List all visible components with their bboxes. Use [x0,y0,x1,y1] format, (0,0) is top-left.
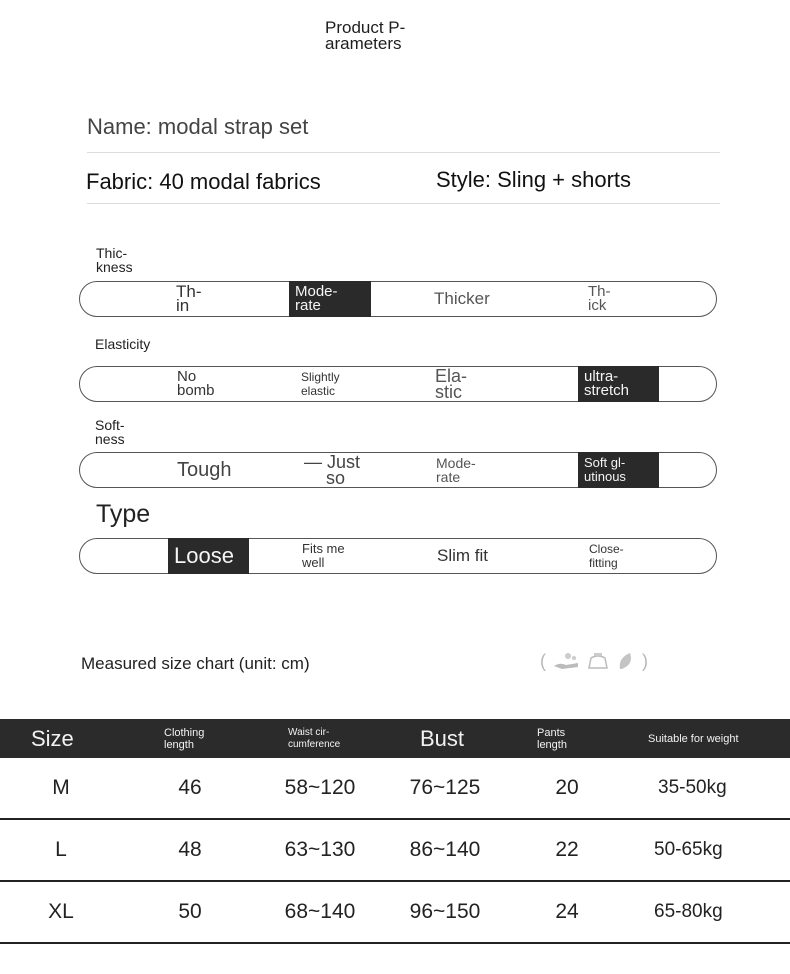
thickness-option-thick[interactable]: Th- ick [588,283,611,314]
softness-option-just-so[interactable]: — Just so [304,452,361,488]
softness-option-soft-glutinous[interactable]: Soft gl- utinous [578,452,659,488]
product-fabric: Fabric: 40 modal fabrics [86,169,321,194]
cell-size: M [0,758,122,819]
title-line-1: Product P- [325,18,406,37]
divider [87,203,720,204]
paren-open: ( [540,650,546,671]
product-name: Name: modal strap set [87,114,309,139]
cell-size: XL [0,881,122,943]
elasticity-option-elastic[interactable]: Ela- stic [435,366,468,402]
thickness-scale [79,281,717,317]
cell-pants-length: 24 [508,881,626,943]
cell-waist: 58~120 [258,758,382,819]
cell-clothing-length: 46 [122,758,258,819]
type-option-fits-me-well[interactable]: Fits me well [302,541,345,570]
softness-scale [79,452,717,488]
col-pants-length: Pants length [508,719,626,758]
size-table-header [0,719,790,758]
table-row [0,819,790,881]
softness-option-moderate[interactable]: Mode- rate [436,455,476,485]
table-row [0,758,790,819]
iron-icon [586,650,610,672]
product-style: Style: Sling + shorts [436,167,632,192]
softness-option-tough[interactable]: Tough [177,459,232,481]
elasticity-option-no-bomb[interactable]: No bomb [177,368,215,399]
elasticity-option-slightly-elastic[interactable]: Slightly elastic [301,370,340,398]
cell-waist: 68~140 [258,881,382,943]
cell-bust: 76~125 [382,758,508,819]
page-title [325,20,435,52]
type-label: Type [96,500,151,528]
cell-clothing-length: 48 [122,819,258,881]
leaf-icon [616,650,636,672]
softness-label: Soft- ness [95,417,125,447]
elasticity-scale [79,366,717,402]
col-clothing-length: Clothing length [122,719,258,758]
cell-bust: 96~150 [382,881,508,943]
cell-waist: 63~130 [258,819,382,881]
elasticity-option-ultra-stretch[interactable]: ultra- stretch [578,366,659,402]
cell-pants-length: 22 [508,819,626,881]
thickness-option-moderate[interactable]: Mode- rate [289,281,371,317]
col-weight: Suitable for weight [626,719,790,758]
paren-close: ) [642,650,648,671]
cell-bust: 86~140 [382,819,508,881]
cell-clothing-length: 50 [122,881,258,943]
col-size: Size [0,719,122,758]
cell-weight: 50-65kg [626,819,790,881]
size-table [0,719,790,944]
thickness-label: Thic- kness [96,245,133,275]
type-scale [79,538,717,574]
col-waist: Waist cir- cumference [258,719,382,758]
cell-size: L [0,819,122,881]
table-row [0,881,790,943]
care-icons [540,650,648,672]
cell-pants-length: 20 [508,758,626,819]
title-line-2: arameters [325,34,402,53]
size-chart-title: Measured size chart (unit: cm) [81,654,310,673]
type-option-close-fitting[interactable]: Close- fitting [589,542,624,570]
wash-hand-icon [552,650,580,672]
type-option-slim-fit[interactable]: Slim fit [437,546,488,565]
type-option-loose[interactable]: Loose [168,538,249,574]
col-bust: Bust [382,719,508,758]
thickness-option-thicker[interactable]: Thicker [434,289,490,308]
divider [87,152,720,153]
thickness-option-thin[interactable]: Th- in [176,282,202,315]
cell-weight: 35-50kg [626,758,790,819]
elasticity-label: Elasticity [95,336,151,352]
cell-weight: 65-80kg [626,881,790,943]
